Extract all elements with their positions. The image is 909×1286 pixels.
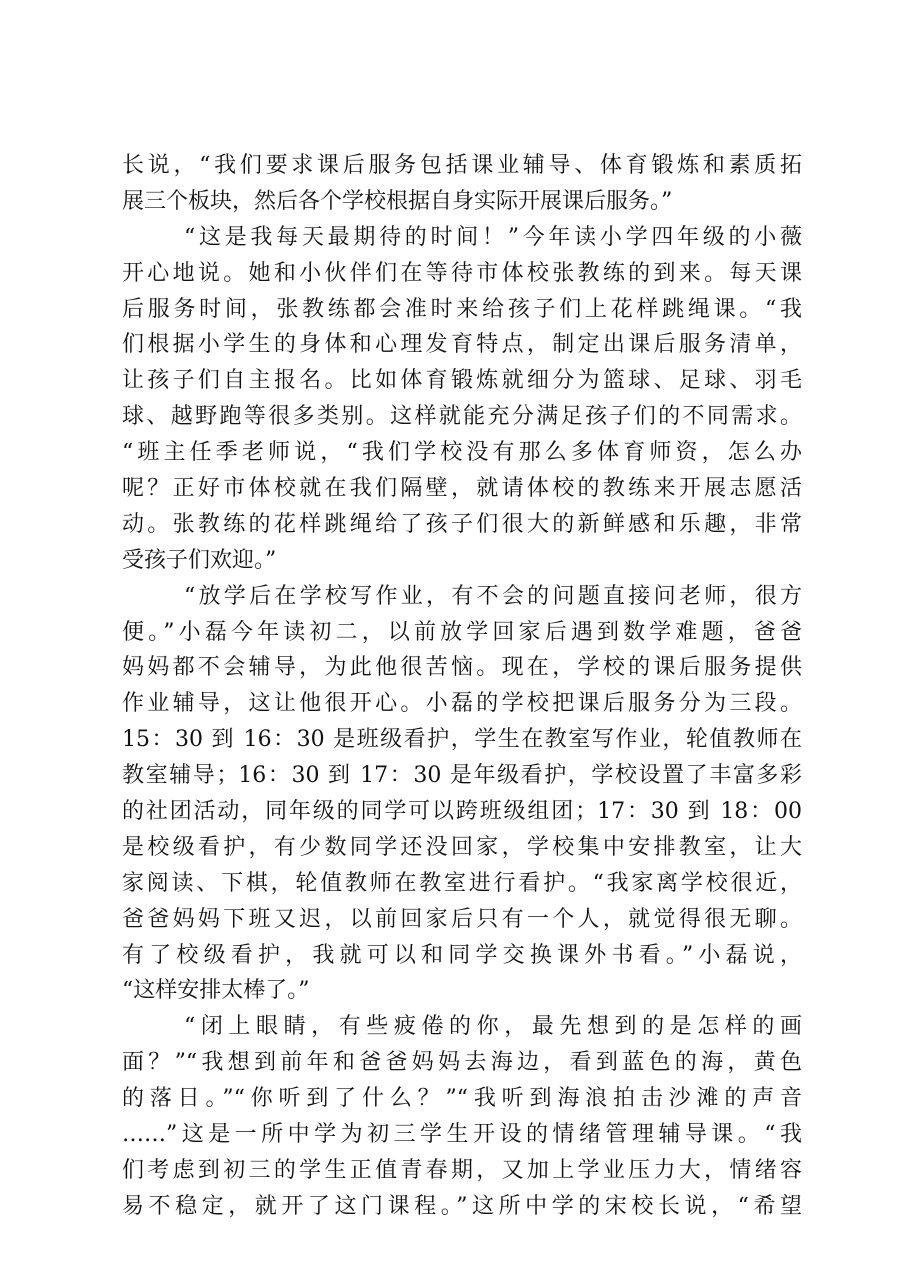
paragraph-first-line: “闭上眼睛，有些疲倦的你，最先想到的是怎样的画 (184, 1014, 802, 1040)
text-line: 爸爸妈妈下班又迟，以前回家后只有一个人，就觉得很无聊。 (122, 906, 802, 932)
paragraph-first-line: “这是我每天最期待的时间！”今年读小学四年级的小薇 (184, 224, 802, 250)
text-line: 是校级看护，有少数同学还没回家，学校集中安排教室，让大 (122, 834, 802, 860)
text-line: 受孩子们欢迎。” (122, 547, 277, 573)
text-line: 15：30 到 16：30 是班级看护，学生在教室写作业，轮值教师在 (122, 727, 802, 753)
text-line: 有了校级看护，我就可以和同学交换课外书看。”小磊说， (122, 942, 802, 968)
text-line: 们考虑到初三的学生正值青春期，又加上学业压力大，情绪容 (122, 1157, 802, 1183)
text-line: 动。张教练的花样跳绳给了孩子们很大的新鲜感和乐趣，非常 (122, 511, 802, 537)
text-line: 长说，“我们要求课后服务包括课业辅导、体育锻炼和素质拓 (122, 153, 802, 178)
text-line: 们根据小学生的身体和心理发育特点，制定出课后服务清单， (122, 332, 802, 358)
text-line: 家阅读、下棋，轮值教师在教室进行看护。“我家离学校很近， (122, 870, 802, 896)
text-line: 开心地说。她和小伙伴们在等待市体校张教练的到来。每天课 (122, 260, 802, 286)
article-body (122, 148, 802, 1225)
text-line: 教室辅导；16：30 到 17：30 是年级看护，学校设置了丰富多彩 (122, 763, 802, 789)
paragraph-first-line: “放学后在学校写作业，有不会的问题直接问老师，很方 (184, 583, 802, 609)
text-line: ……”这是一所中学为初三学生开设的情绪管理辅导课。“我 (122, 1122, 802, 1148)
text-line: 作业辅导，这让他很开心。小磊的学校把课后服务分为三段。 (122, 691, 802, 717)
text-line: 后服务时间，张教练都会准时来给孩子们上花样跳绳课。“我 (122, 296, 802, 322)
text-line: “这样安排太棒了。” (122, 978, 310, 1004)
text-line: 球、越野跑等很多类别。这样就能充分满足孩子们的不同需求。 (122, 404, 802, 430)
text-line: 让孩子们自主报名。比如体育锻炼就细分为篮球、足球、羽毛 (122, 368, 802, 394)
text-line: 妈妈都不会辅导，为此他很苦恼。现在，学校的课后服务提供 (122, 655, 802, 681)
text-line: 展三个板块，然后各个学校根据自身实际开展课后服务。” (122, 188, 673, 214)
text-line: 面？”“我想到前年和爸爸妈妈去海边，看到蓝色的海，黄色 (122, 1050, 802, 1076)
text-line: “班主任季老师说，“我们学校没有那么多体育师资，怎么办 (122, 440, 802, 466)
text-line: 易不稳定，就开了这门课程。”这所中学的宋校长说，“希望 (122, 1193, 802, 1219)
text-line: 的社团活动，同年级的同学可以跨班级组团；17：30 到 18：00 (122, 799, 802, 825)
text-line: 便。”小磊今年读初二，以前放学回家后遇到数学难题，爸爸 (122, 619, 802, 645)
text-line: 呢？正好市体校就在我们隔壁，就请体校的教练来开展志愿活 (122, 476, 802, 502)
text-line: 的落日。”“你听到了什么？”“我听到海浪拍击沙滩的声音 (122, 1086, 802, 1112)
